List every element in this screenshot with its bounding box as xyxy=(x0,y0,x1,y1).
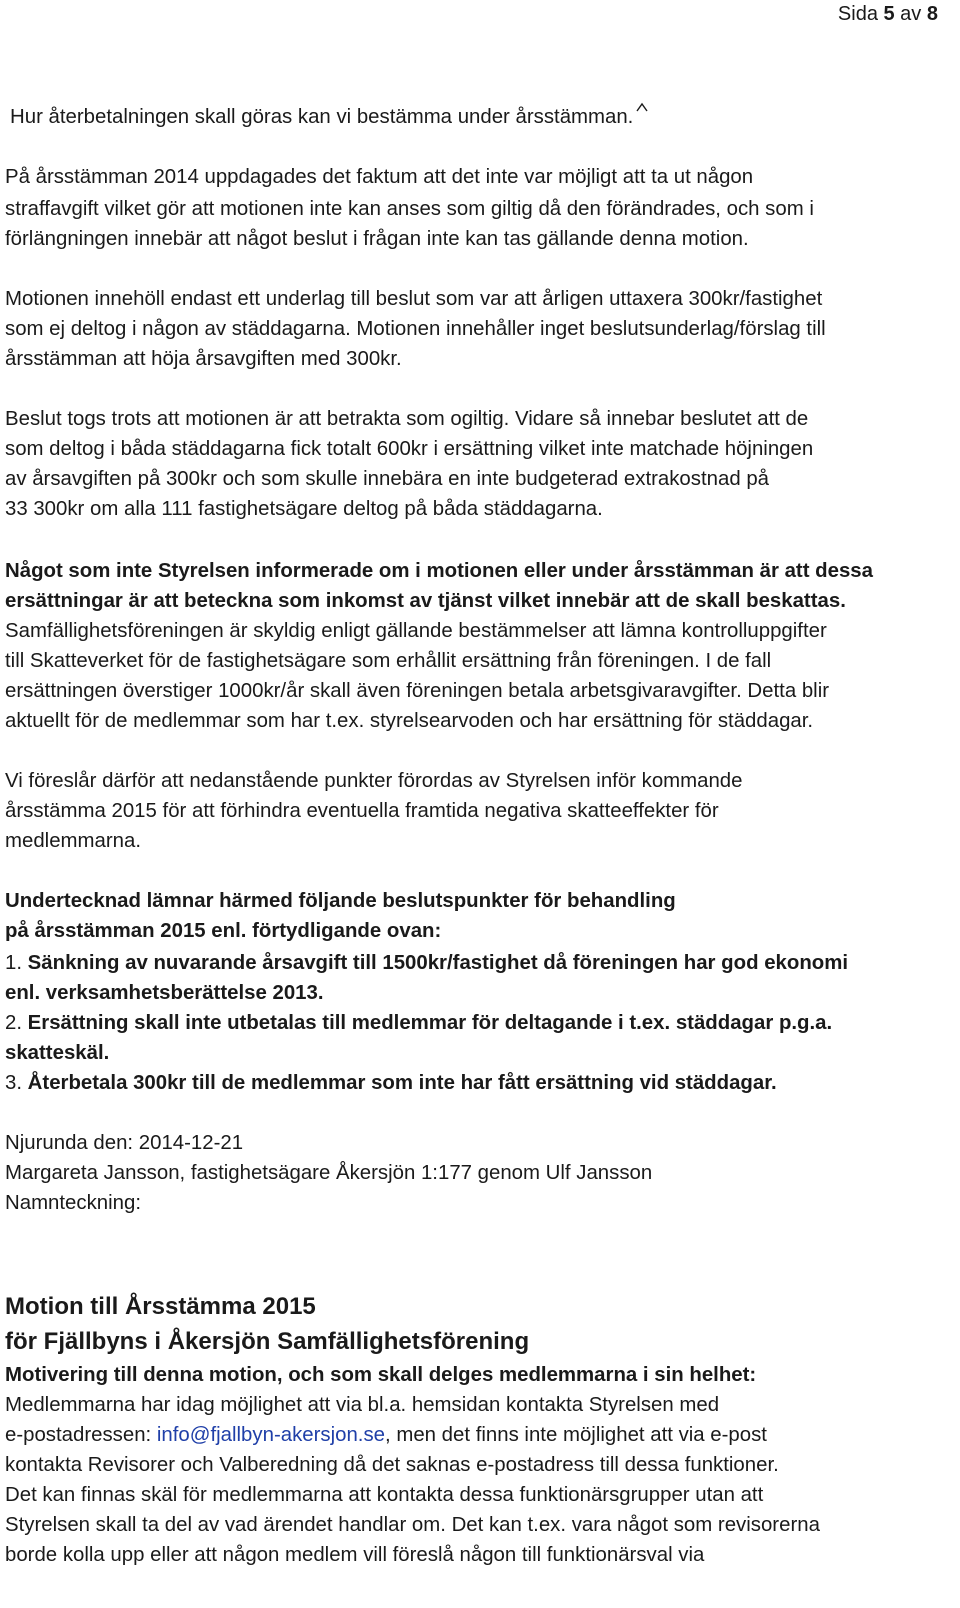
proposal-lead: Undertecknad lämnar härmed följande beslutspunkter för behandling xyxy=(5,890,676,912)
proposal-item-cont: skatteskäl. xyxy=(5,1042,110,1064)
signature-name: Margareta Jansson, fastighetsägare Åkersjön 1:177 genom Ulf Jansson xyxy=(5,1162,653,1184)
p4-line: Samfällighetsföreningen är skyldig enligt gällande bestämmelser att lämna kontrolluppgifter xyxy=(5,620,827,642)
proposal-item-cont: enl. verksamhetsberättelse 2013. xyxy=(5,982,324,1004)
p5-line: Vi föreslår därför att nedanstående punkter förordas av Styrelsen inför kommande xyxy=(5,770,743,792)
p1-line: förlängningen innebär att något beslut i frågan inte kan tas gällande denna motion. xyxy=(5,228,749,250)
proposal-item: 3. Återbetala 300kr till de medlemmar som inte har fått ersättning vid städdagar. xyxy=(5,1072,777,1094)
motion-line: Det kan finnas skäl för medlemmarna att kontakta dessa funktionärsgrupper utan att xyxy=(5,1484,764,1506)
motion-line: kontakta Revisorer och Valberedning då det saknas e-postadress till dessa funktioner. xyxy=(5,1454,779,1476)
p4-bold-line: Något som inte Styrelsen informerade om i motionen eller under årsstämman är att dessa xyxy=(5,560,873,582)
p1-line: straffavgift vilket gör att motionen inte kan anses som giltig då den förändrades, och som i xyxy=(5,198,814,220)
p2-line: årsstämman att höja årsavgiften med 300kr. xyxy=(5,348,402,370)
motion-line: Medlemmarna har idag möjlighet att via bl.a. hemsidan kontakta Styrelsen med xyxy=(5,1394,720,1416)
p2-line: Motionen innehöll endast ett underlag till beslut som var att årligen uttaxera 300kr/fastighet xyxy=(5,288,823,310)
p4-line: aktuellt för de medlemmar som har t.ex. styrelsearvoden och har ersättning för städdagar. xyxy=(5,710,814,732)
p4-line: till Skatteverket för de fastighetsägare som erhållit ersättning från föreningen. I de fall xyxy=(5,650,772,672)
proposal-item: 2. Ersättning skall inte utbetalas till medlemmar för deltagande i t.ex. städdagar p.g.a. xyxy=(5,1012,833,1034)
p3-line: som deltog i båda städdagarna fick totalt 600kr i ersättning vilket inte matchade höjningen xyxy=(5,438,814,460)
motion-title-2: för Fjällbyns i Åkersjön Samfällighetsförening xyxy=(5,1328,530,1355)
signature-label: Namnteckning: xyxy=(5,1192,142,1214)
motion-line: Styrelsen skall ta del av vad ärendet handlar om. Det kan t.ex. vara något som revisorerna xyxy=(5,1514,820,1536)
p5-line: årsstämma 2015 för att förhindra eventuella framtida negativa skatteeffekter för xyxy=(5,800,719,822)
p4-line: ersättningen överstiger 1000kr/år skall även föreningen betala arbetsgivaravgifter. Detta blir xyxy=(5,680,830,702)
motion-line: borde kolla upp eller att någon medlem vill föreslå någon till funktionärsval via xyxy=(5,1544,705,1566)
proposal-item: 1. Sänkning av nuvarande årsavgift till 1500kr/fastighet då föreningen har god ekonomi xyxy=(5,952,849,974)
email-link[interactable]: info@fjallbyn-akersjon.se xyxy=(156,1424,386,1446)
p3-line: 33 300kr om alla 111 fastighetsägare deltog på båda städdagarna. xyxy=(5,498,603,520)
p3-line: av årsavgiften på 300kr och som skulle innebära en inte budgeterad extrakostnad på xyxy=(5,468,770,490)
page-number-header: Sida 5 av 8 xyxy=(837,3,938,25)
motion-subtitle: Motivering till denna motion, och som skall delges medlemmarna i sin helhet: xyxy=(5,1364,757,1386)
intro-text: Hur återbetalningen skall göras kan vi bestämma under årsstämman. xyxy=(10,102,649,132)
p4-bold-line: ersättningar är att beteckna som inkomst av tjänst vilket innebär att de skall beskattas. xyxy=(5,590,846,612)
motion-title: Motion till Årsstämma 2015 xyxy=(5,1293,316,1320)
p1-line: På årsstämman 2014 uppdagades det faktum att det inte var möjligt att ta ut någon xyxy=(5,166,754,188)
motion-email-line: e-postadressen: info@fjallbyn-akersjon.se, men det finns inte möjlighet att via e-post xyxy=(5,1424,767,1446)
p5-line: medlemmarna. xyxy=(5,830,141,852)
p3-line: Beslut togs trots att motionen är att betrakta som ogiltig. Vidare så innebar beslutet att de xyxy=(5,408,809,430)
signature-date: Njurunda den: 2014-12-21 xyxy=(5,1132,244,1154)
quote-caret-icon xyxy=(635,102,649,112)
p2-line: som ej deltog i någon av städdagarna. Motionen innehåller inget beslutsunderlag/förslag till xyxy=(5,318,826,340)
proposal-lead: på årsstämman 2015 enl. förtydligande ovan: xyxy=(5,920,442,942)
